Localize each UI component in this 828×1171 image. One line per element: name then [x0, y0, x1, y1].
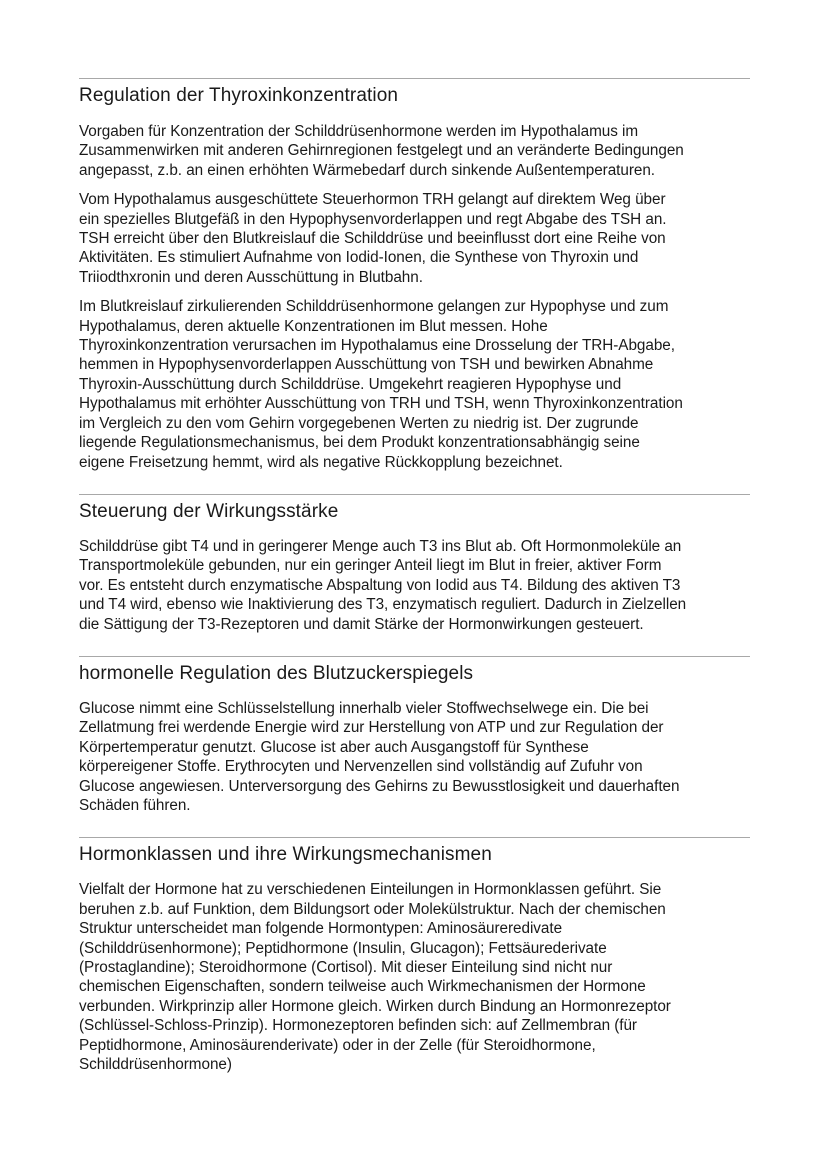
section-body: [79, 537, 750, 634]
text-line: Zusammenwirken mit anderen Gehirnregionen festgelegt und an veränderte Bedingungen: [79, 142, 684, 160]
text-line: Thyroxinkonzentration verursachen im Hypothalamus eine Drosselung der TRH-Abgabe,: [79, 337, 675, 355]
section-divider: [79, 494, 750, 495]
section-blood-sugar-regulation: [79, 656, 750, 815]
text-line: Thyroxin-Ausschüttung durch Schilddrüse. Umgekehrt reagieren Hypophyse und: [79, 375, 622, 393]
section-hormone-classes: [79, 837, 750, 1074]
text-line: beruhen z.b. auf Funktion, dem Bildungsort oder Molekülstruktur. Nach der chemischen: [79, 900, 666, 918]
section-effect-strength: [79, 494, 750, 634]
text-line: ein spezielles Blutgefäß in den Hypophysenvorderlappen und regt Abgabe des TSH an.: [79, 210, 667, 228]
text-line: (Schilddrüsenhormone); Peptidhormone (Insulin, Glucagon); Fettsäurederivate: [79, 939, 607, 957]
section-title: Hormonklassen und ihre Wirkungsmechanismen: [79, 844, 492, 866]
text-line: Vom Hypothalamus ausgeschüttete Steuerhormon TRH gelangt auf direktem Weg über: [79, 191, 666, 209]
text-line: und T4 wird, ebenso wie Inaktivierung des T3, enzymatisch reguliert. Dadurch in Zielzellen: [79, 596, 687, 614]
text-line: körpereigener Stoffe. Erythrocyten und Nervenzellen sind vollständig auf Zufuhr von: [79, 758, 643, 776]
text-line: Struktur unterscheidet man folgende Hormontypen: Aminosäureredivate: [79, 920, 563, 938]
section-title: Steuerung der Wirkungsstärke: [79, 500, 339, 522]
text-line: Im Blutkreislauf zirkulierenden Schilddrüsenhormone gelangen zur Hypophyse und zum: [79, 298, 669, 316]
text-line: Transportmoleküle gebunden, nur ein geringer Anteil liegt im Blut in freier, aktiver Form: [79, 557, 662, 575]
section-body: [79, 122, 750, 472]
text-line: Aktivitäten. Es stimuliert Aufnahme von Iodid-Ionen, die Synthese von Thyroxin und: [79, 249, 639, 267]
paragraph: [79, 537, 750, 634]
text-line: vor. Es entsteht durch enzymatische Abspaltung von Iodid aus T4. Bildung des aktiven T3: [79, 576, 681, 594]
paragraph: [79, 880, 750, 1074]
text-line: TSH erreicht über den Blutkreislauf die Schilddrüse und beeinflusst dort eine Reihe von: [79, 230, 666, 248]
text-line: verbunden. Wirkprinzip aller Hormone gleich. Wirken durch Bindung an Hormonrezeptor: [79, 997, 671, 1015]
text-line: Vorgaben für Konzentration der Schilddrüsenhormone werden im Hypothalamus im: [79, 123, 639, 140]
text-line: Hypothalamus mit erhöhter Ausschüttung von TRH und TSH, wenn Thyroxinkonzentration: [79, 395, 683, 413]
text-line: Zellatmung frei werdende Energie wird zur Herstellung von ATP und zur Regulation der: [79, 719, 664, 737]
paragraph: [79, 122, 750, 180]
text-line: Schäden führen.: [79, 796, 191, 814]
paragraph: [79, 699, 750, 815]
text-line: chemischen Eigenschaften, sondern teilweise auch Wirkmechanismen der Hormone: [79, 978, 646, 996]
text-line: liegende Regulationsmechanismus, bei dem Produkt konzentrationsabhängig seine: [79, 434, 640, 452]
paragraph: [79, 297, 750, 472]
text-line: angepasst, z.b. an einen erhöhten Wärmebedarf durch sinkende Außentemperaturen.: [79, 161, 655, 179]
text-line: Vielfalt der Hormone hat zu verschiedenen Einteilungen in Hormonklassen geführt. Sie: [79, 881, 662, 899]
text-line: Glucose angewiesen. Unterversorgung des Gehirns zu Bewusstlosigkeit und dauerhaften: [79, 777, 680, 795]
section-body: [79, 880, 750, 1074]
section-title: Regulation der Thyroxinkonzentration: [79, 85, 399, 106]
text-line: (Prostaglandine); Steroidhormone (Cortisol). Mit dieser Einteilung sind nicht nur: [79, 959, 613, 976]
text-line: eigene Freisetzung hemmt, wird als negative Rückkopplung bezeichnet.: [79, 453, 563, 471]
section-divider: [79, 837, 750, 838]
document-page: [79, 78, 750, 1074]
paragraph: [79, 190, 750, 287]
text-line: Peptidhormone, Aminosäurenderivate) oder in der Zelle (für Steroidhormone,: [79, 1036, 596, 1054]
text-line: Schilddrüsenhormone): [79, 1056, 232, 1074]
text-line: hemmen in Hypophysenvorderlappen Ausschüttung von TSH und bewirken Abnahme: [79, 356, 654, 374]
section-title: hormonelle Regulation des Blutzuckerspiegels: [79, 662, 474, 684]
section-divider: [79, 656, 750, 657]
text-line: Schilddrüse gibt T4 und in geringerer Menge auch T3 ins Blut ab. Oft Hormonmoleküle an: [79, 537, 682, 555]
section-thyroxine-regulation: [79, 78, 750, 472]
section-divider: [79, 78, 750, 79]
section-body: [79, 699, 750, 815]
text-line: Körpertemperatur genutzt. Glucose ist aber auch Ausgangstoff für Synthese: [79, 738, 589, 756]
text-line: im Vergleich zu den vom Gehirn vorgegebenen Werten zu niedrig ist. Der zugrunde: [79, 414, 639, 432]
text-line: (Schlüssel-Schloss-Prinzip). Hormonezeptoren befinden sich: auf Zellmembran (für: [79, 1017, 637, 1035]
text-line: Hypothalamus, deren aktuelle Konzentrationen im Blut messen. Hohe: [79, 317, 548, 335]
text-line: Glucose nimmt eine Schlüsselstellung innerhalb vieler Stoffwechselwege ein. Die bei: [79, 699, 649, 717]
text-line: Triiodthxronin und deren Ausschüttung in Blutbahn.: [79, 268, 423, 286]
text-line: die Sättigung der T3-Rezeptoren und damit Stärke der Hormonwirkungen gesteuert.: [79, 615, 644, 633]
